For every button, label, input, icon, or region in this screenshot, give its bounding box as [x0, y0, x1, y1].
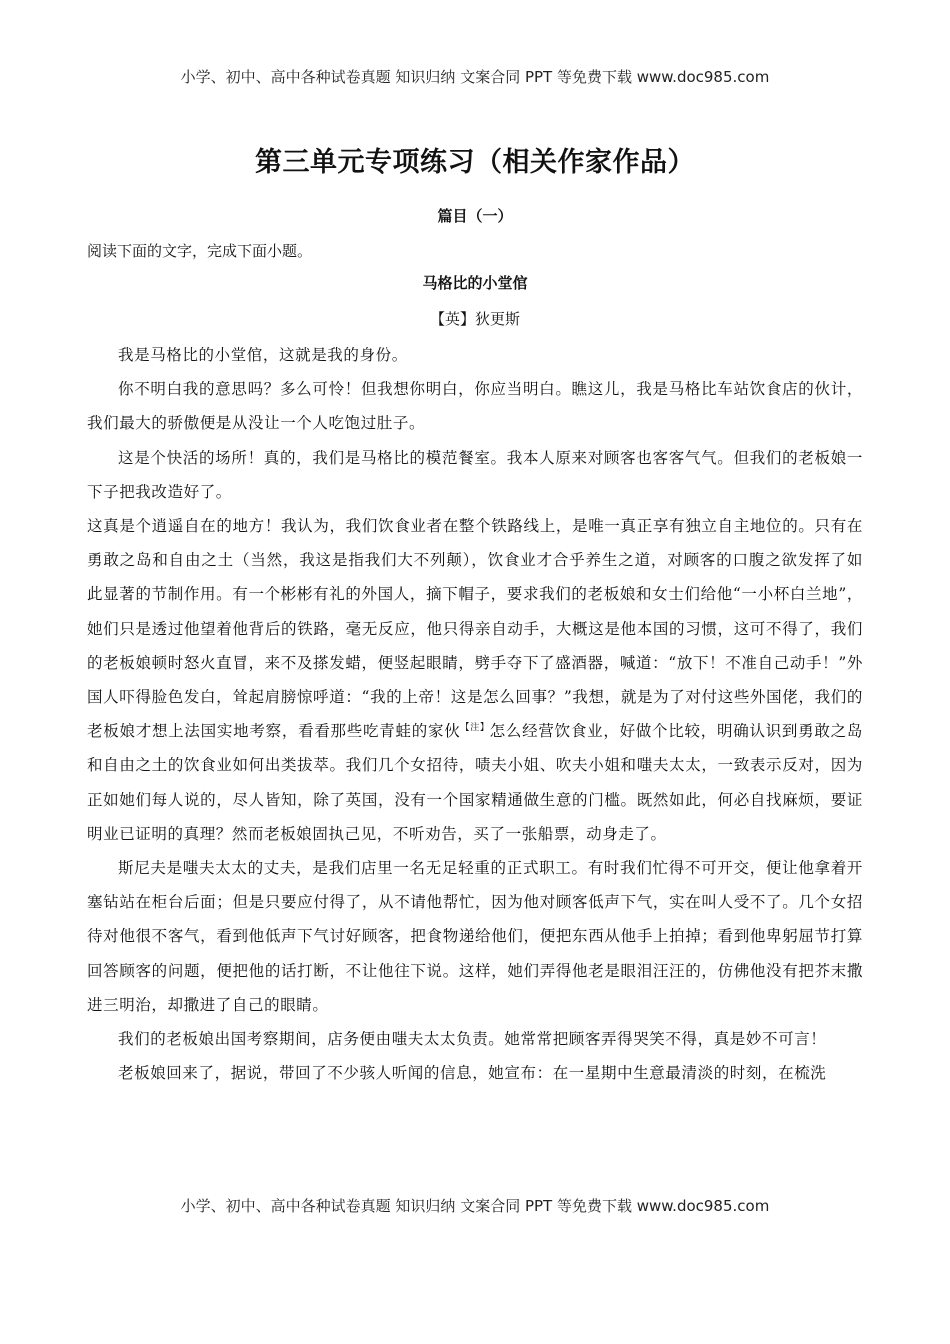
- paragraph: 我们的老板娘出国考察期间，店务便由嗤夫太太负责。她常常把顾客弄得哭笑不得，真是妙不可言！: [118, 1030, 827, 1049]
- paragraph: [87, 509, 863, 851]
- page-title: 第三单元专项练习（相关作家作品）: [255, 147, 695, 178]
- paragraph: 老板娘回来了，据说，带回了不少骇人听闻的信息，她宣布：在一星期中生意最清淡的时刻，在梳洗: [118, 1064, 827, 1083]
- section-title: 篇目（一）: [437, 207, 513, 225]
- paragraph-text: 这真是个逍遥自在的地方！我认为，我们饮食业者在整个铁路线上，是唯一真正享有独立自主地位的。只有在勇敢之岛和自由之土（当然，我这是指我们大不列颠），饮食业才合乎养生之道，对顾客的口腹之欲发挥了如此显著的节制作用。有一个彬彬有礼的外国人，摘下帽子，要求我们的老板娘和女士们给他“一小杯白兰地”，她们只是透过他望着他背后的铁路，毫无反应，他只得亲自动手，大概这是他本国的习惯，这可不得了，我们的老板娘顿时怒火直冒，来不及搽发蜡，便竖起眼睛，劈手夺下了盛酒器，喊道：“放下！不准自己动手！”外国人吓得脸色发白，耸起肩膀惊呼道：“我的上帝！这是怎么回事？”我想，就是为了对付这些外国佬，我们的老板娘才想上法国实地考察，看看那些吃青蛙的家伙: [87, 517, 863, 741]
- paragraph: 我是马格比的小堂倌，这就是我的身份。: [118, 346, 408, 364]
- reading-instruction: 阅读下面的文字，完成下面小题。: [87, 242, 313, 260]
- paragraph: 斯尼夫是嗤夫太太的丈夫，是我们店里一名无足轻重的正式职工。有时我们忙得不可开交，便让他拿着开塞钻站在柜台后面；但是只要应付得了，从不请他帮忙，因为他对顾客低声下气，实在叫人受不了。几个女招待对他很不客气，看到他低声下气讨好顾客，把食物递给他们，便把东西从他手上拍掉；看到他卑躬屈节打算回答顾客的问题，便把他的话打断，不让他往下说。这样，她们弄得他老是眼泪汪汪的，仿佛他没有把芥末撒进三明治，却撒进了自己的眼睛。: [87, 859, 863, 1014]
- footnote-marker: 【注】: [460, 723, 490, 734]
- article-title: 马格比的小堂倌: [422, 274, 528, 292]
- header-banner: 小学、初中、高中各种试卷真题 知识归纳 文案合同 PPT 等免费下载 www.doc985.com: [180, 68, 770, 86]
- paragraph: 这是个快活的场所！真的，我们是马格比的模范餐室。我本人原来对顾客也客客气气。但我们的老板娘一下子把我改造好了。: [87, 448, 863, 501]
- article-body: [87, 338, 863, 1090]
- paragraph-text-continued: 怎么经营饮食业，好做个比较，明确认识到勇敢之岛和自由之土的饮食业如何出类拔萃。我们几个女招待，啧夫小姐、吹夫小姐和嗤夫太太，一致表示反对，因为正如她们每人说的，尽人皆知，除了英国，没有一个国家精通做生意的门槛。既然如此，何必自找麻烦，要证明业已证明的真理？然而老板娘固执己见，不听劝告，买了一张船票，动身走了。: [87, 722, 863, 843]
- footer-banner: 小学、初中、高中各种试卷真题 知识归纳 文案合同 PPT 等免费下载 www.doc985.com: [180, 1197, 770, 1215]
- paragraph: 你不明白我的意思吗？多么可怜！但我想你明白，你应当明白。瞧这儿，我是马格比车站饮食店的伙计，我们最大的骄傲便是从没让一个人吃饱过肚子。: [87, 380, 863, 433]
- article-author: 【英】狄更斯: [429, 310, 520, 328]
